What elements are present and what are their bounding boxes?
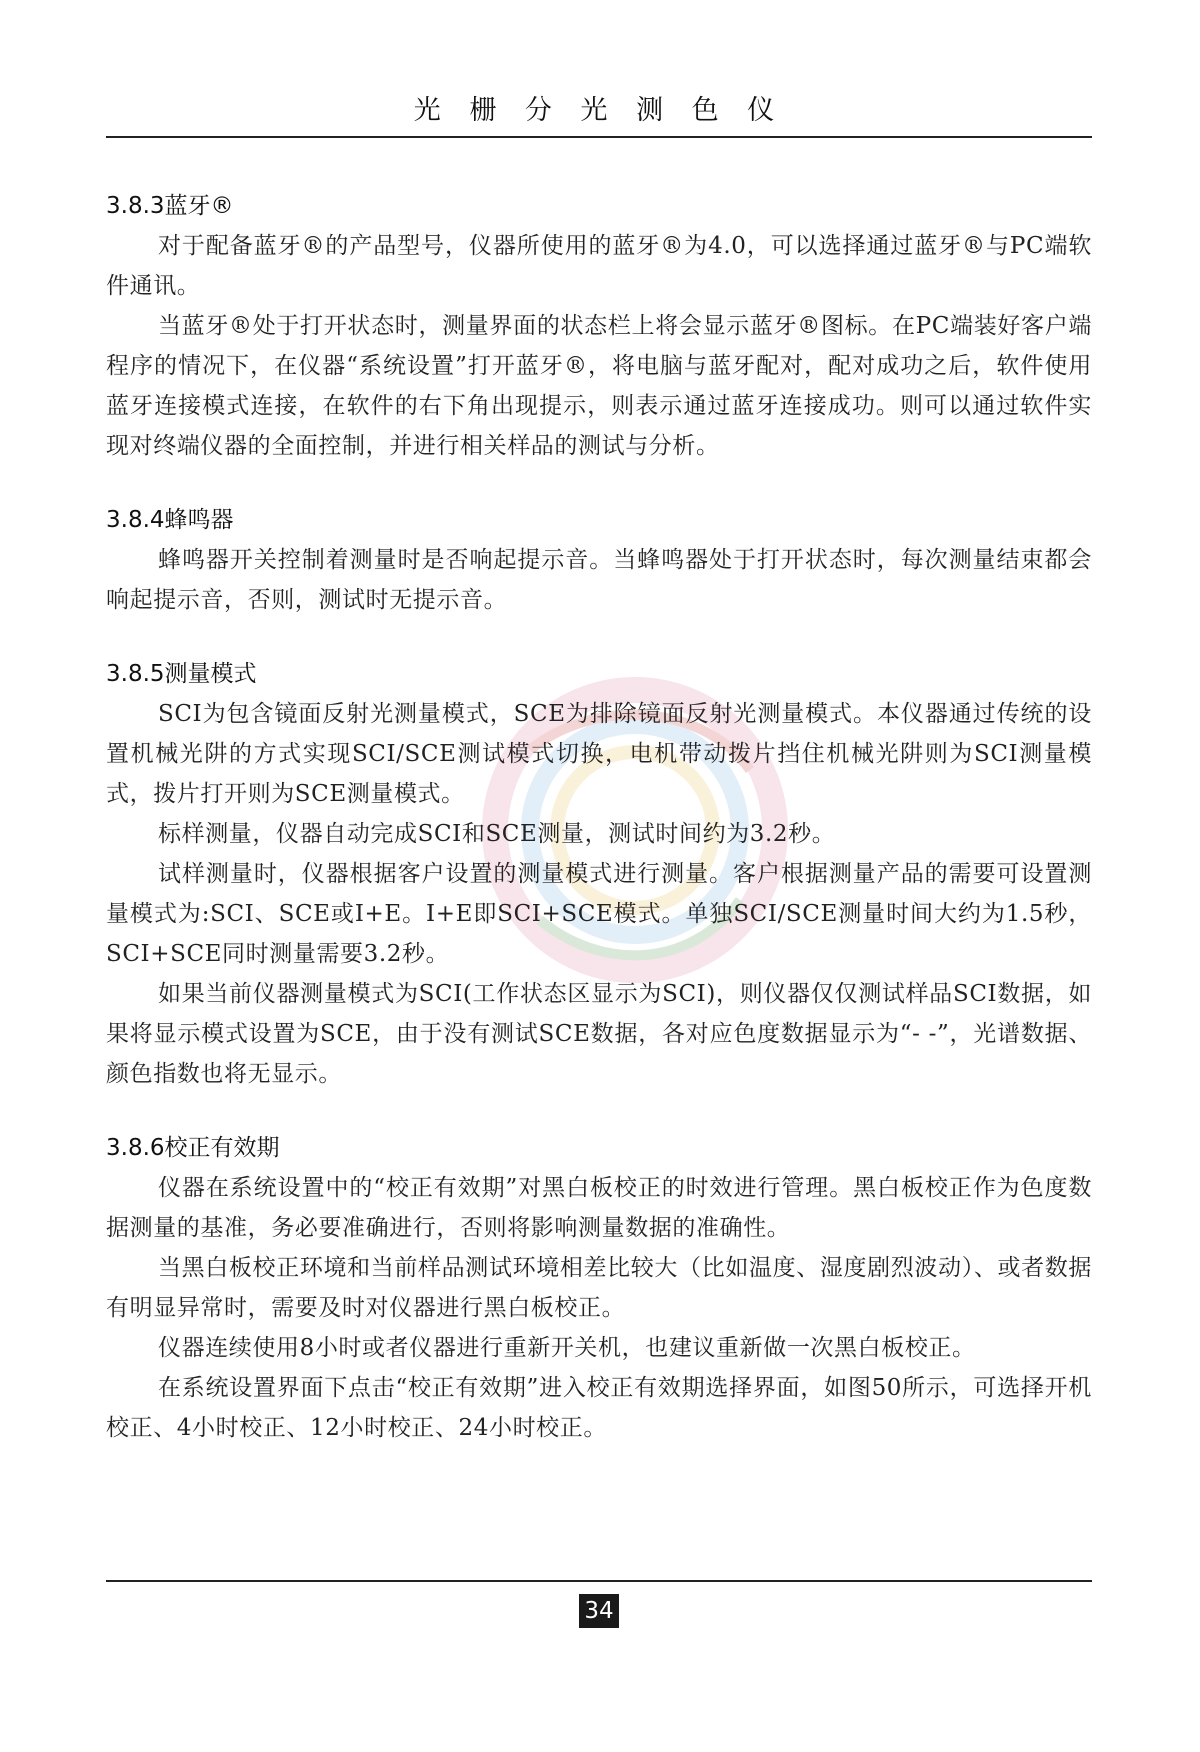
section-measurement-mode <box>106 654 1092 1094</box>
paragraph: 对于配备蓝牙®的产品型号，仪器所使用的蓝牙®为4.0，可以选择通过蓝牙®与PC端软件通讯。 <box>106 233 1092 299</box>
section-heading: 3.8.5测量模式 <box>106 661 257 687</box>
section-bluetooth <box>106 186 1092 466</box>
section-buzzer <box>106 500 1092 620</box>
paragraph: 仪器连续使用8小时或者仪器进行重新开关机，也建议重新做一次黑白板校正。 <box>158 1335 976 1361</box>
document-body <box>106 186 1092 1448</box>
section-heading: 3.8.6校正有效期 <box>106 1135 280 1161</box>
section-heading: 3.8.4蜂鸣器 <box>106 507 234 533</box>
page-footer <box>106 1580 1092 1624</box>
paragraph: 当黑白板校正环境和当前样品测试环境相差比较大（比如温度、湿度剧烈波动）、或者数据有明显异常时，需要及时对仪器进行黑白板校正。 <box>106 1255 1092 1321</box>
header-title: 光 栅 分 光 测 色 仪 <box>413 95 785 126</box>
paragraph: 标样测量，仪器自动完成SCI和SCE测量，测试时间约为3.2秒。 <box>158 821 836 847</box>
paragraph: 蜂鸣器开关控制着测量时是否响起提示音。当蜂鸣器处于打开状态时，每次测量结束都会响起提示音，否则，测试时无提示音。 <box>106 547 1092 613</box>
paragraph: 在系统设置界面下点击“校正有效期”进入校正有效期选择界面，如图50所示，可选择开机校正、4小时校正、12小时校正、24小时校正。 <box>106 1375 1092 1441</box>
paragraph: 仪器在系统设置中的“校正有效期”对黑白板校正的时效进行管理。黑白板校正作为色度数据测量的基准，务必要准确进行，否则将影响测量数据的准确性。 <box>106 1175 1092 1241</box>
paragraph: 如果当前仪器测量模式为SCI(工作状态区显示为SCI)，则仪器仅仅测试样品SCI数据，如果将显示模式设置为SCE，由于没有测试SCE数据，各对应色度数据显示为“- -”，光谱数据、颜色指数也将无显示。 <box>106 981 1092 1087</box>
paragraph: 试样测量时，仪器根据客户设置的测量模式进行测量。客户根据测量产品的需要可设置测量模式为:SCI、SCE或I+E。I+E即SCI+SCE模式。单独SCI/SCE测量时间大约为1.5秒，SCI+SCE同时测量需要3.2秒。 <box>106 861 1092 967</box>
paragraph: 当蓝牙®处于打开状态时，测量界面的状态栏上将会显示蓝牙®图标。在PC端装好客户端程序的情况下，在仪器“系统设置”打开蓝牙®，将电脑与蓝牙配对，配对成功之后，软件使用蓝牙连接模式连接，在软件的右下角出现提示，则表示通过蓝牙连接成功。则可以通过软件实现对终端仪器的全面控制，并进行相关样品的测试与分析。 <box>106 313 1092 459</box>
page-number: 34 <box>579 1594 619 1628</box>
paragraph: SCI为包含镜面反射光测量模式，SCE为排除镜面反射光测量模式。本仪器通过传统的设置机械光阱的方式实现SCI/SCE测试模式切换，电机带动拨片挡住机械光阱则为SCI测量模式，拨片打开则为SCE测量模式。 <box>106 701 1092 807</box>
section-heading: 3.8.3蓝牙® <box>106 193 234 219</box>
section-calibration-validity <box>106 1128 1092 1448</box>
page-header <box>106 82 1092 138</box>
